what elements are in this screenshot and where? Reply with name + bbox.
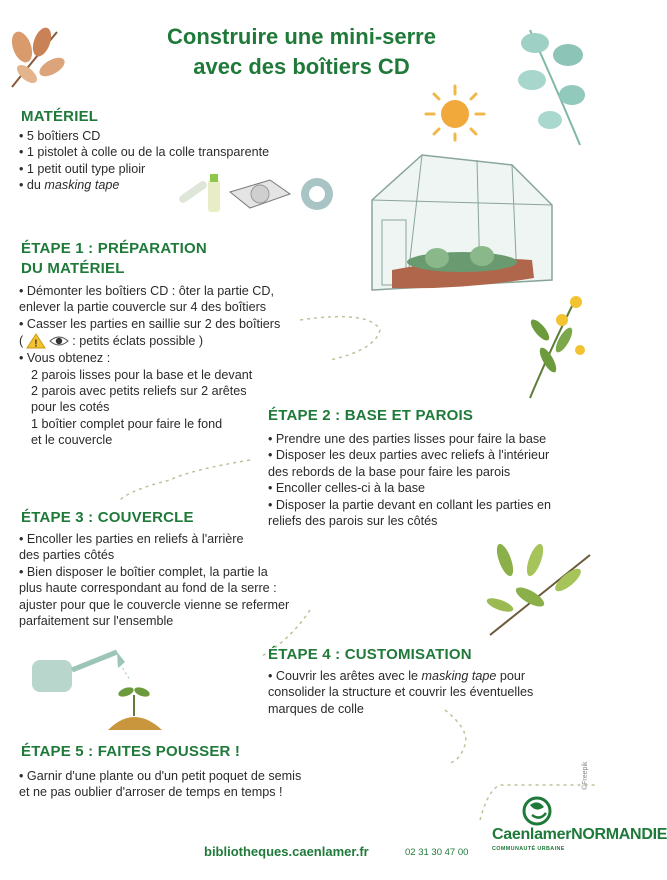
etape3-line: • Encoller les parties en reliefs à l'arrière (19, 532, 244, 546)
etape3-line: parfaitement sur l'ensemble (19, 614, 174, 629)
etape1-warning-line (19, 332, 280, 350)
etape1-line: enlever la partie couvercle sur 4 des boîtiers (19, 300, 267, 315)
etape3-line: • Bien disposer le boîtier complet, la partie la (19, 564, 268, 579)
etape1-line: • Casser les parties en saillie sur 2 des boîtiers (19, 316, 281, 331)
etape1-obtain: • Vous obtenez : (19, 351, 111, 366)
title-line-2: avec des boîtiers CD (193, 54, 410, 79)
materiel-item: • 1 pistolet à colle ou de la colle transparente (19, 145, 270, 160)
etape4-line: marques de colle (268, 701, 364, 716)
materiel-heading: MATÉRIEL (21, 108, 99, 125)
caenlamer-logo (492, 795, 667, 865)
etape1-text (19, 283, 280, 449)
etape1-sub-line: et le couvercle (31, 433, 113, 448)
etape4-suffix: pour (496, 669, 526, 683)
etape1-sub-line: 2 parois lisses pour la base et le devant (31, 367, 253, 382)
logo-subtitle: COMMUNAUTÉ URBAINE (492, 846, 565, 852)
phone-number: 02 31 30 47 00 (405, 847, 469, 858)
image-credit: ©Freepik (582, 761, 589, 790)
etape3-heading: ÉTAPE 3 : COUVERCLE (21, 509, 194, 526)
warning-text: : petits éclats possible ) (72, 334, 204, 349)
etape1-heading-line2: DU MATÉRIEL (21, 260, 125, 277)
website-link[interactable]: bibliotheques.caenlamer.fr (204, 844, 369, 859)
warning-icon (26, 333, 46, 349)
materiel-item (19, 177, 269, 193)
etape5-heading: ÉTAPE 5 : FAITES POUSSER ! (21, 743, 241, 760)
eye-icon (49, 334, 69, 348)
etape4-prefix: • Couvrir les arêtes avec le (268, 669, 422, 683)
etape2-heading: ÉTAPE 2 : BASE ET PAROIS (268, 407, 474, 424)
svg-text:!: ! (34, 338, 38, 350)
etape3-line: ajuster pour que le couvercle vienne se refermer (19, 597, 290, 612)
etape5-line: et ne pas oublier d'arroser de temps en temps ! (19, 785, 283, 800)
etape1-sub-line: 2 parois avec petits reliefs sur 2 arêtes (31, 384, 247, 399)
etape4-text (268, 668, 533, 717)
etape2-line: des rebords de la base pour faire les parois (268, 464, 511, 479)
title-line-1: Construire une mini-serre (167, 24, 436, 49)
etape4-heading: ÉTAPE 4 : CUSTOMISATION (268, 646, 472, 663)
etape1-sub-line: 1 boîtier complet pour faire le fond (31, 416, 223, 431)
etape3-line: plus haute correspondant au fond de la serre : (19, 581, 277, 596)
warning-open: ( (19, 334, 24, 349)
etape2-line: • Disposer les deux parties avec reliefs à l'intérieur (268, 448, 550, 463)
etape3-text (19, 531, 289, 629)
etape3-line: des parties côtés (19, 548, 115, 563)
etape2-line: reliefs des parois sur les côtés (268, 514, 438, 529)
materiel-item-prefix: • du (19, 178, 45, 193)
logo-mark-icon (492, 795, 598, 827)
etape4-italic: masking tape (421, 669, 497, 683)
etape4-line: consolider la structure et couvrir les éventuelles (268, 685, 534, 700)
etape5-text (19, 768, 301, 801)
etape2-line: • Disposer la partie devant en collant les parties en (268, 497, 552, 512)
etape1-sub-line: pour les cotés (31, 400, 110, 415)
etape2-line: • Prendre une des parties lisses pour faire la base (268, 432, 547, 446)
etape4-line (268, 668, 533, 684)
materiel-item: • 1 petit outil type plioir (19, 161, 146, 176)
etape2-line: • Encoller celles-ci à la base (268, 481, 426, 496)
logo-wordmark: CaenlamerNORMANDIE (492, 826, 667, 843)
etape1-line: • Démonter les boîtiers CD : ôter la partie CD, (19, 284, 274, 298)
etape1-heading (21, 239, 207, 279)
materiel-item-italic: masking tape (44, 178, 120, 193)
etape2-text (268, 431, 551, 529)
etape1-heading-line1: ÉTAPE 1 : PRÉPARATION (21, 240, 207, 257)
materiel-item: • 5 boîtiers CD (19, 129, 101, 143)
materiel-list (19, 128, 269, 194)
etape5-line: • Garnir d'une plante ou d'un petit poquet de semis (19, 769, 302, 783)
